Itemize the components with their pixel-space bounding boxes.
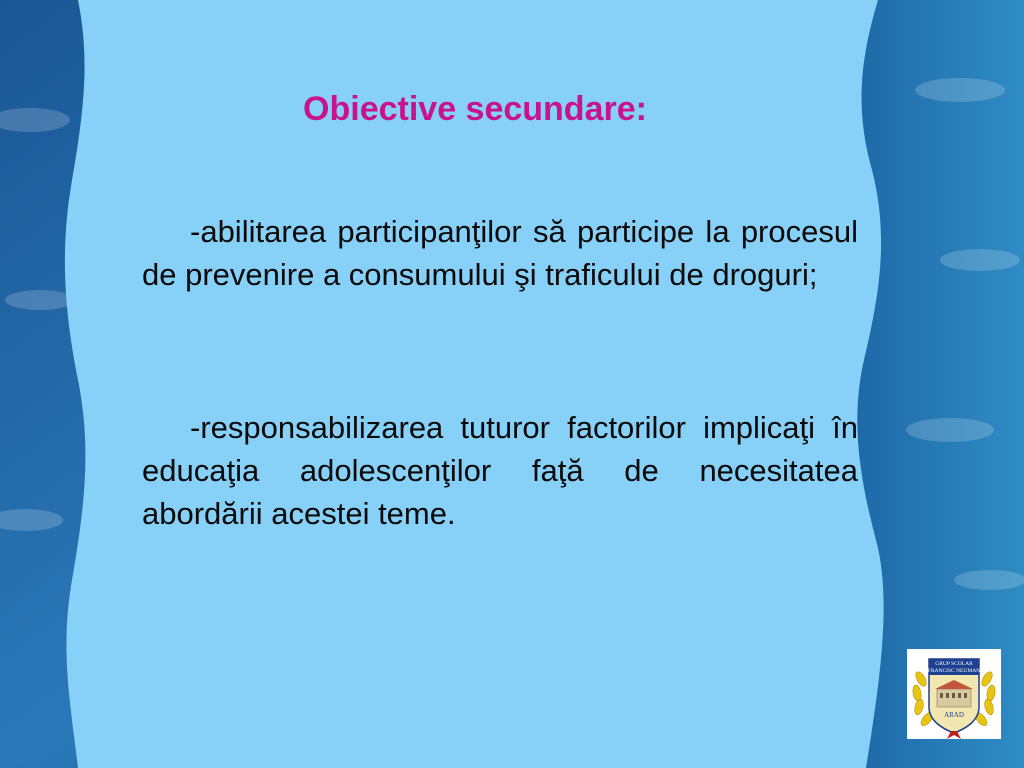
logo-text-line3: ARAD <box>944 711 964 719</box>
logo-text-line1: GRUP SCOLAR <box>935 661 973 667</box>
objective-paragraph-1: -abilitarea participanţilor să participe la procesul de prevenire a consumului şi traficului de droguri; <box>142 214 858 292</box>
objective-paragraph-2: -responsabilizarea tuturor factorilor implicaţi în educaţia adolescenţilor faţă de necesitatea abordării acestei teme. <box>142 410 858 531</box>
logo-text-line2: FRANCISC NEUMAN <box>927 668 981 674</box>
school-emblem-icon <box>907 649 1001 739</box>
slide-title: Obiective secundare: <box>303 90 647 128</box>
school-logo <box>907 649 1001 739</box>
